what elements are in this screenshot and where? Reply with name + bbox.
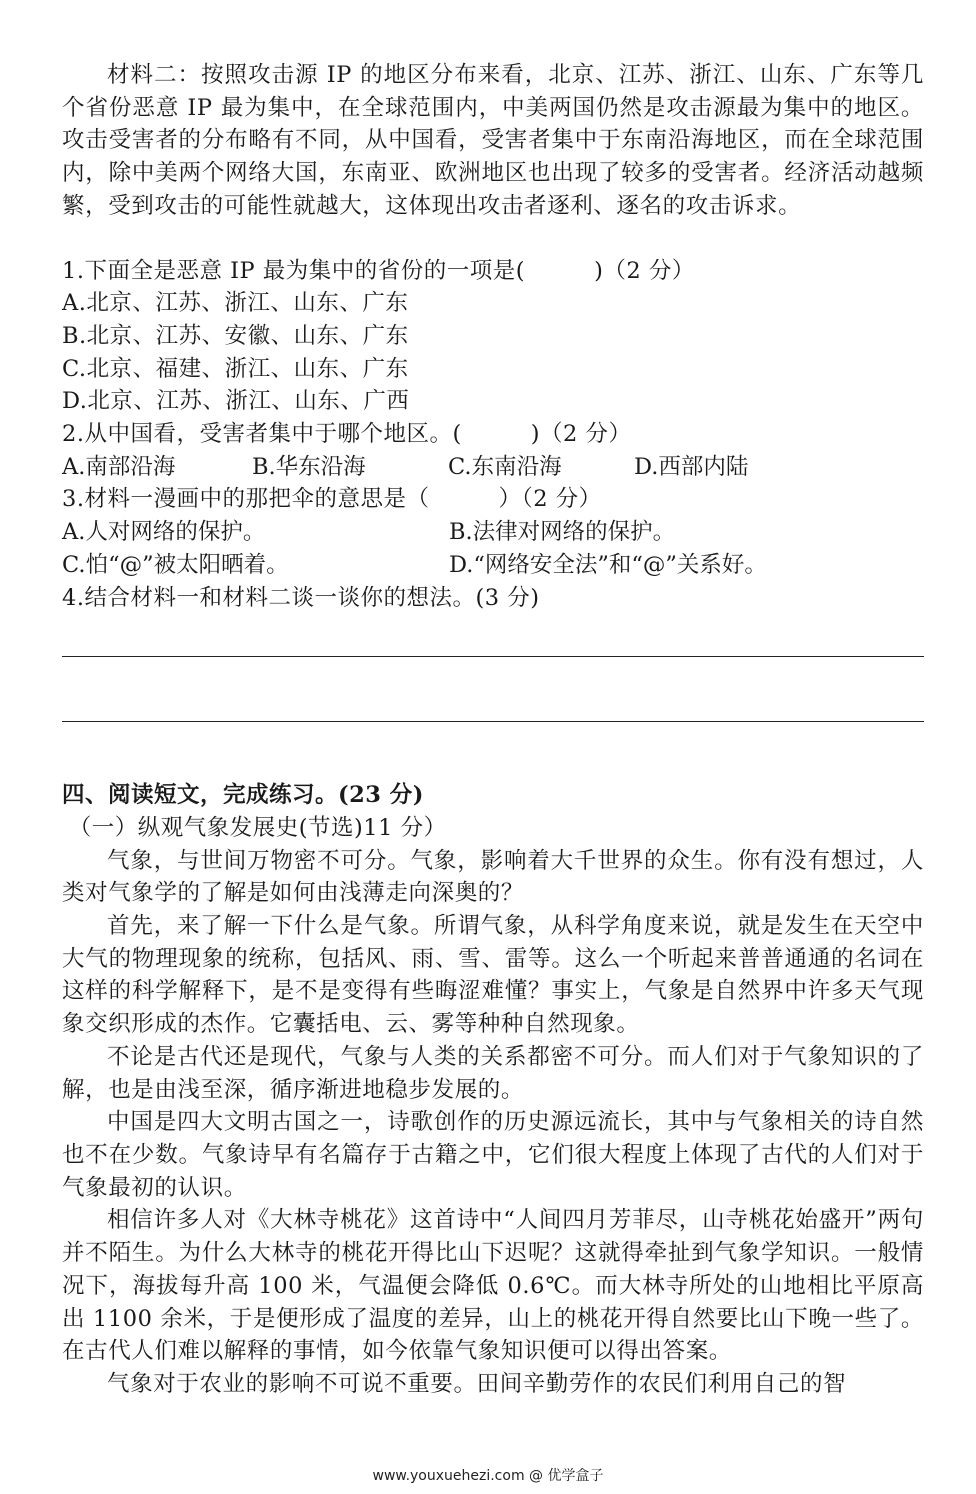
question-3-option-c: C.怕“@”被太阳晒着。 [62,551,289,578]
question-3-option-d: D.“网络安全法”和“@”关系好。 [449,551,767,578]
passage-paragraph-1: 气象，与世间万物密不可分。气象，影响着大千世界的众生。你有没有想过，人类对气象学的了解是如何由浅薄走向深奥的？ [62,847,924,907]
question-3-stem: 3.材料一漫画中的那把伞的意思是（ ）（2 分） [62,486,602,513]
answer-line-2 [62,721,924,722]
section-four-subheading: （一）纵观气象发展史(节选)11 分） [68,814,447,841]
passage-paragraph-5: 相信许多人对《大林寺桃花》这首诗中“人间四月芳菲尽，山寺桃花始盛开”两句并不陌生。为什么大林寺的桃花开得比山下迟呢？这就得牵扯到气象学知识。一般情况下，海拔每升高 100 米，气温便会降低 0.6℃。而大林寺所处的山地相比平原高出 1100 余米，于是便形成了温度的差异，山上的桃花开得自然要比山下晚一些了。在古代人们难以解释的事情，如今依靠气象知识便可以得出答案。 [62,1207,924,1365]
question-1-option-c: C.北京、福建、浙江、山东、广东 [62,355,409,382]
question-1-option-a: A.北京、江苏、浙江、山东、广东 [62,290,409,317]
question-1-stem: 1.下面全是恶意 IP 最为集中的省份的一项是( )（2 分） [62,257,695,284]
question-2-option-c: C.东南沿海 [448,453,562,480]
question-2-options [62,451,924,484]
question-3-option-b: B.法律对网络的保护。 [449,519,676,546]
question-3-options-row-1 [62,516,924,549]
question-2-stem: 2.从中国看，受害者集中于哪个地区。( )（2 分） [62,421,632,448]
question-1-option-b: B.北京、江苏、安徽、山东、广东 [62,322,409,349]
question-4-stem: 4.结合材料一和材料二谈一谈你的想法。(3 分) [62,584,540,611]
question-2-option-b: B.华东沿海 [252,453,366,480]
material-two-paragraph: 材料二：按照攻击源 IP 的地区分布来看，北京、江苏、浙江、山东、广东等几个省份恶意 IP 最为集中，在全球范围内，中美两国仍然是攻击源最为集中的地区。攻击受害者的分布略有不同，从中国看，受害者集中于东南沿海地区，而在全球范围内，除中美两个网络大国，东南亚、欧洲地区也出现了较多的受害者。经济活动越频繁，受到攻击的可能性就越大，这体现出攻击者逐利、逐名的攻击诉求。 [62,62,924,219]
passage-paragraph-2: 首先，来了解一下什么是气象。所谓气象，从科学角度来说，就是发生在天空中大气的物理现象的统称，包括风、雨、雪、雷等。这么一个听起来普普通通的名词在这样的科学解释下，是不是变得有些晦涩难懂？事实上，气象是自然界中许多天气现象交织形成的杰作。它囊括电、云、雾等种种自然现象。 [62,913,924,1038]
question-2-option-d: D.西部内陆 [634,453,749,480]
passage-paragraph-3: 不论是古代还是现代，气象与人类的关系都密不可分。而人们对于气象知识的了解，也是由浅至深，循序渐进地稳步发展的。 [62,1043,924,1103]
question-3-options-row-2 [62,549,924,582]
footer-watermark: www.youxuehezi.com @ 优学盒子 [372,1468,604,1484]
answer-line-1 [62,656,924,657]
passage-paragraph-6: 气象对于农业的影响不可说不重要。田间辛勤劳作的农民们利用自己的智 [107,1370,847,1397]
question-2-option-a: A.南部沿海 [62,453,176,480]
spacer [62,223,924,255]
passage-paragraph-4: 中国是四大文明古国之一，诗歌创作的历史源远流长，其中与气象相关的诗自然也不在少数。气象诗早有名篇存于古籍之中，它们很大程度上体现了古代的人们对于气象最初的认识。 [62,1109,924,1201]
exam-page [62,59,924,1401]
section-four-heading: 四、阅读短文，完成练习。(23 分) [62,782,424,809]
question-3-option-a: A.人对网络的保护。 [62,519,266,546]
question-1-option-d: D.北京、江苏、浙江、山东、广西 [62,388,410,415]
